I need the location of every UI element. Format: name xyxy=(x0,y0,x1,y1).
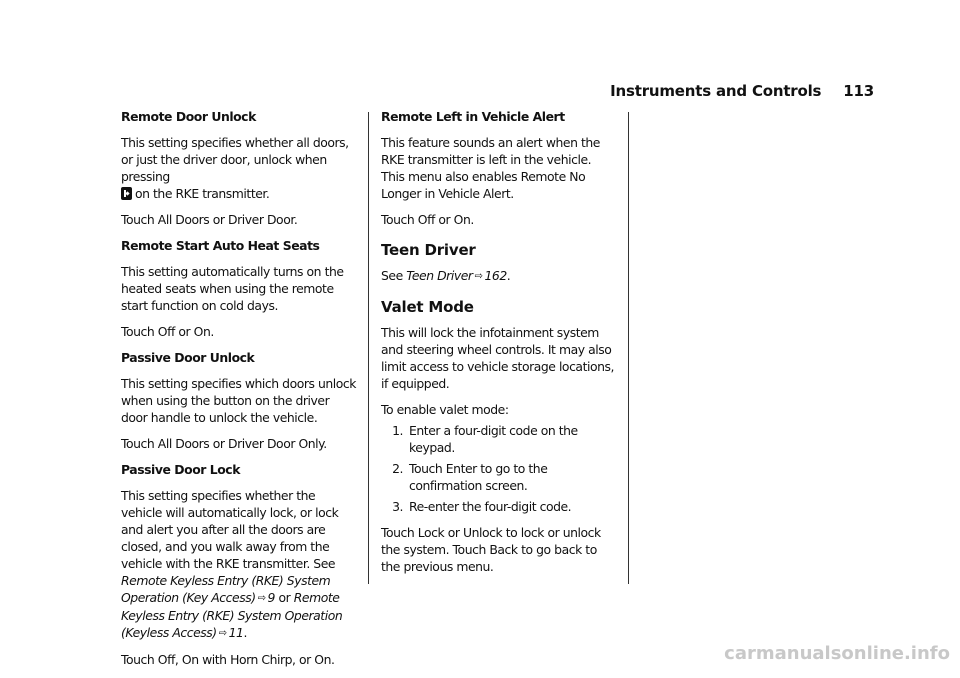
action-remote-start-auto-heat: Touch Off or On. xyxy=(121,324,214,339)
page-ref-arrow-icon: ⇨ xyxy=(474,271,483,282)
text-run: This setting specifies whether all doors, or just the driver door, unlock when pressing xyxy=(121,135,349,184)
heading-teen-driver: Teen Driver xyxy=(381,241,476,259)
heading-remote-left-alert: Remote Left in Vehicle Alert xyxy=(381,109,565,124)
step-text: Enter a four-digit code on the keypad. xyxy=(409,423,578,455)
paragraph-passive-door-lock xyxy=(121,487,357,642)
column-divider-1 xyxy=(368,112,369,584)
paragraph-passive-door-unlock: This setting specifies which doors unlock when using the button on the driver door handle to unlock the vehicle. xyxy=(121,376,356,425)
heading-valet-mode: Valet Mode xyxy=(381,298,474,316)
action-passive-door-unlock: Touch All Doors or Driver Door Only. xyxy=(121,436,327,451)
text-run: See xyxy=(381,268,403,283)
paragraph-remote-left-alert: This feature sounds an alert when the RKE transmitter is left in the vehicle. This menu also enables Remote No Longer in Vehicle Alert. xyxy=(381,135,600,201)
text-run: . xyxy=(243,625,247,640)
action-remote-left-alert: Touch Off or On. xyxy=(381,212,474,227)
step-text: Touch Enter to go to the confirmation screen. xyxy=(409,461,548,493)
section-title: Instruments and Controls xyxy=(610,82,822,100)
xref-rke-key-access[interactable]: Remote Keyless Entry (RKE) System Operation (Key Access) xyxy=(121,573,331,605)
column-left xyxy=(121,108,357,677)
action-passive-door-lock: Touch Off, On with Horn Chirp, or On. xyxy=(121,652,335,667)
text-run: on the RKE transmitter. xyxy=(135,186,270,201)
watermark: carmanualsonline.info xyxy=(724,643,950,664)
step-text: Re-enter the four-digit code. xyxy=(409,499,572,514)
valet-steps-list xyxy=(381,422,617,515)
xref-page[interactable]: 9 xyxy=(267,590,275,605)
step-number: 1. xyxy=(392,423,403,438)
page-header xyxy=(610,82,874,100)
paragraph-remote-start-auto-heat: This setting automatically turns on the heated seats when using the remote start function on cold days. xyxy=(121,264,344,313)
xref-rke-keyless-access[interactable]: Remote Keyless Entry (RKE) System Operation (Keyless Access) xyxy=(121,590,343,640)
page-ref-arrow-icon: ⇨ xyxy=(257,593,266,604)
text-run: This setting specifies whether the vehicle will automatically lock, or lock and alert you after all the doors are closed, and you walk away from the vehicle with the RKE transmitter. See xyxy=(121,488,339,571)
list-item xyxy=(381,422,617,456)
action-remote-door-unlock: Touch All Doors or Driver Door. xyxy=(121,212,298,227)
paragraph-remote-door-unlock xyxy=(121,134,357,202)
paragraph-teen-driver xyxy=(381,267,617,285)
page-ref-arrow-icon: ⇨ xyxy=(218,628,227,639)
text-run: or xyxy=(278,590,291,605)
heading-passive-door-unlock: Passive Door Unlock xyxy=(121,350,255,365)
valet-outro: Touch Lock or Unlock to lock or unlock the system. Touch Back to go back to the previous menu. xyxy=(381,525,601,574)
heading-passive-door-lock: Passive Door Lock xyxy=(121,462,240,477)
step-number: 3. xyxy=(392,499,403,514)
step-number: 2. xyxy=(392,461,403,476)
xref-page[interactable]: 11 xyxy=(228,625,244,640)
xref-page[interactable]: 162 xyxy=(484,268,507,283)
list-item xyxy=(381,498,617,515)
heading-remote-door-unlock: Remote Door Unlock xyxy=(121,109,256,124)
column-right xyxy=(381,108,617,584)
list-item xyxy=(381,460,617,494)
column-divider-2 xyxy=(628,112,629,584)
page-number: 113 xyxy=(843,82,874,100)
key-fob-unlock-icon xyxy=(121,187,132,200)
xref-teen-driver[interactable]: Teen Driver xyxy=(406,268,473,283)
valet-intro: To enable valet mode: xyxy=(381,402,509,417)
text-run: . xyxy=(506,268,511,283)
paragraph-valet-mode: This will lock the infotainment system and steering wheel controls. It may also limit access to vehicle storage locations, if equipped. xyxy=(381,325,614,391)
heading-remote-start-auto-heat: Remote Start Auto Heat Seats xyxy=(121,238,320,253)
